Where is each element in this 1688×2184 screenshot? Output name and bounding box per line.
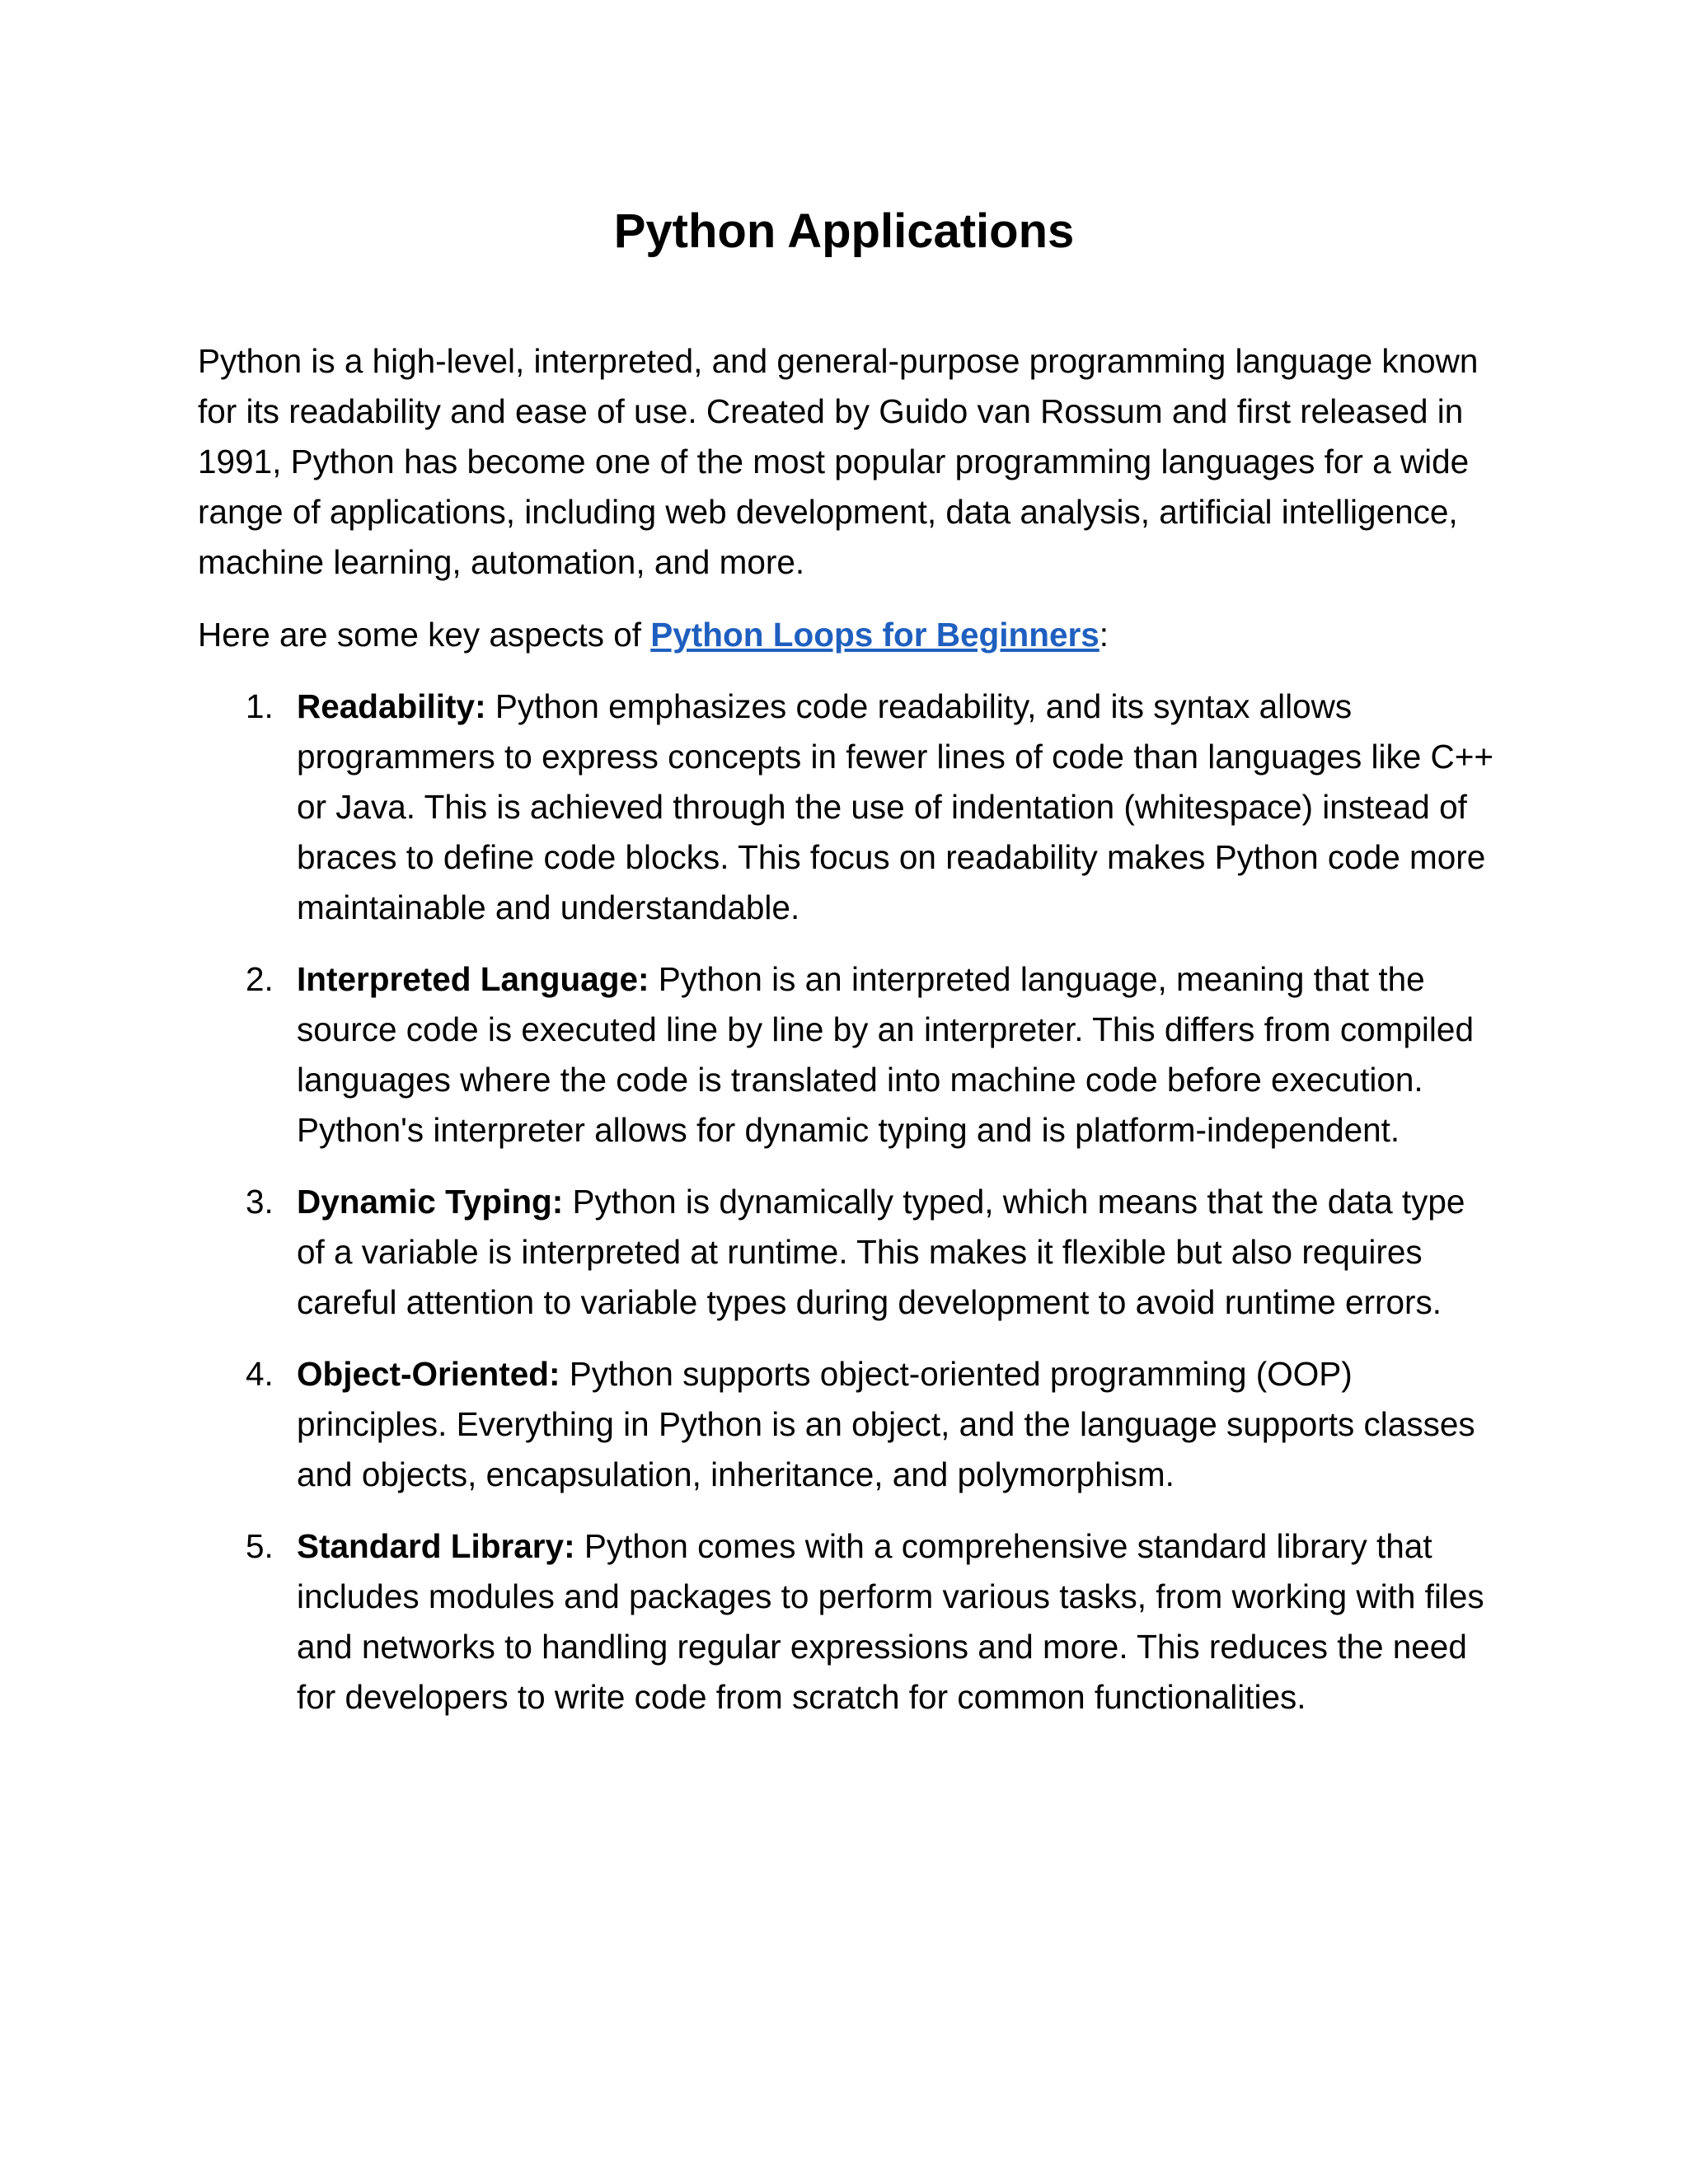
aspect-item-dynamic-typing: [198, 1177, 1500, 1328]
python-loops-link[interactable]: Python Loops for Beginners: [650, 616, 1100, 654]
aspect-term: Readability:: [297, 687, 486, 725]
lead-paragraph: [198, 610, 1500, 660]
aspect-description: Python emphasizes code readability, and its syntax allows programmers to express concepts in fewer lines of code than languages like C++ or Java. This is achieved through the use of indentation (whitespace) instead of braces to define code blocks. This focus on readability makes Python code more maintainable and understandable.: [297, 687, 1494, 926]
lead-colon: :: [1099, 616, 1109, 654]
aspect-term: Standard Library:: [297, 1527, 575, 1565]
aspects-list: [198, 682, 1500, 1722]
aspect-term: Object-Oriented:: [297, 1355, 560, 1393]
aspect-number: 2.: [246, 960, 274, 998]
aspect-description: Python comes with a comprehensive standard library that includes modules and packages to perform various tasks, from working with files and networks to handling regular expressions and more. This reduces the need for developers to write code from scratch for common functionalities.: [297, 1527, 1484, 1716]
document-title: Python Applications: [613, 204, 1075, 258]
aspect-description: Python is an interpreted language, meaning that the source code is executed line by line by an interpreter. This differs from compiled languages where the code is translated into machine code before execution. Python's interpreter allows for dynamic typing and is platform-independent.: [297, 960, 1474, 1149]
aspect-description: Python supports object-oriented programming (OOP) principles. Everything in Python is an object, and the language supports classes and objects, encapsulation, inheritance, and polymorphism.: [297, 1355, 1475, 1493]
aspect-number: 5.: [246, 1527, 274, 1565]
aspect-description: Python is dynamically typed, which means that the data type of a variable is interpreted at runtime. This makes it flexible but also requires careful attention to variable types during development to avoid runtime errors.: [297, 1183, 1465, 1321]
aspect-item-object-oriented: [198, 1349, 1500, 1500]
intro-paragraph: Python is a high-level, interpreted, and general-purpose programming language known for its readability and ease of use. Created by Guido van Rossum and first released in 1991, Python has become one of the most popular programming languages for a wide range of applications, including web development, data analysis, artificial intelligence, machine learning, automation, and more.: [198, 342, 1479, 581]
aspect-number: 4.: [246, 1355, 274, 1393]
aspect-item-standard-library: [198, 1521, 1500, 1722]
aspect-term: Interpreted Language:: [297, 960, 649, 998]
aspect-term: Dynamic Typing:: [297, 1183, 564, 1221]
aspect-item-readability: [198, 682, 1500, 933]
lead-text: Here are some key aspects of: [198, 616, 651, 654]
aspect-number: 1.: [246, 687, 274, 725]
aspect-number: 3.: [246, 1183, 274, 1221]
document-body: [198, 336, 1500, 1744]
aspect-item-interpreted-language: [198, 954, 1500, 1155]
